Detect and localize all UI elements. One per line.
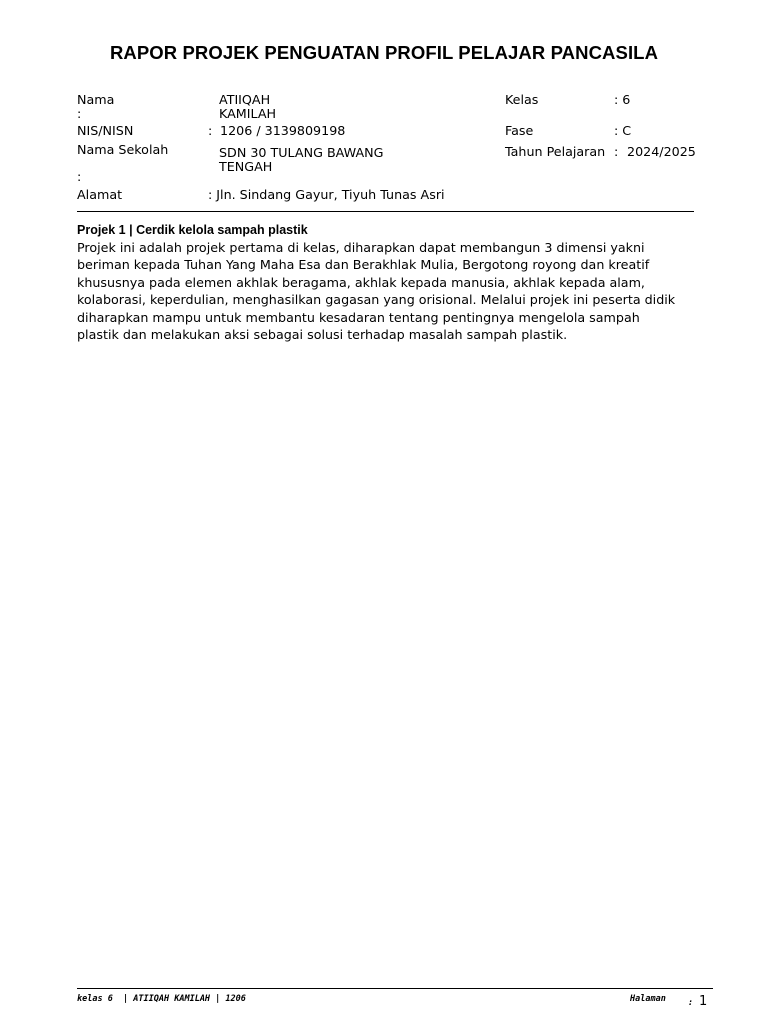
fase-value: : C xyxy=(614,123,632,138)
tahun-label: Tahun Pelajaran xyxy=(505,144,606,159)
page-number: 1 xyxy=(699,994,708,1009)
nama-value-line2: KAMILAH xyxy=(219,106,277,121)
footer-halaman-label: Halaman xyxy=(630,994,666,1004)
nis-label: NIS/NISN xyxy=(77,123,134,138)
description-line: Projek ini adalah projek pertama di kelas, diharapkan dapat membangun 3 dimensi yakni xyxy=(77,240,645,255)
nama-colon: : xyxy=(77,106,82,121)
description-line: plastik dan melakukan aksi sebagai solusi terhadap masalah sampah plastik. xyxy=(77,327,568,342)
nama-label: Nama xyxy=(77,92,115,107)
sekolah-value-line1: SDN 30 TULANG BAWANG xyxy=(219,145,384,160)
tahun-value: 2024/2025 xyxy=(627,144,696,159)
description-line: kolaborasi, keperdulian, menghasilkan gagasan yang orisional. Melalui projek ini peserta didik xyxy=(77,292,676,307)
report-title: RAPOR PROJEK PENGUATAN PROFIL PELAJAR PANCASILA xyxy=(109,42,659,63)
sekolah-colon: : xyxy=(77,169,82,184)
nama-value-line1: ATIIQAH xyxy=(219,92,271,107)
nis-value: 1206 / 3139809198 xyxy=(220,123,346,138)
sekolah-label: Nama Sekolah xyxy=(77,142,169,157)
footer-info: kelas 6 | ATIIQAH KAMILAH | 1206 xyxy=(77,994,246,1004)
kelas-value: : 6 xyxy=(614,92,631,107)
footer-page-colon: : xyxy=(688,998,694,1008)
project-title: Projek 1 | Cerdik kelola sampah plastik xyxy=(77,223,308,237)
description-line: diharapkan mampu untuk membantu kesadaran tentang pentingnya mengelola sampah xyxy=(77,310,640,325)
fase-label: Fase xyxy=(505,123,534,138)
sekolah-value-line2: TENGAH xyxy=(219,159,273,174)
tahun-colon: : xyxy=(614,144,619,159)
description-line: beriman kepada Tuhan Yang Maha Esa dan Berakhlak Mulia, Bergotong royong dan kreatif xyxy=(77,257,650,272)
footer-divider xyxy=(77,988,713,989)
nis-colon: : xyxy=(208,123,213,138)
alamat-value: : Jln. Sindang Gayur, Tiyuh Tunas Asri xyxy=(208,187,445,202)
kelas-label: Kelas xyxy=(505,92,539,107)
header-divider xyxy=(77,211,694,212)
alamat-label: Alamat xyxy=(77,187,123,202)
description-line: khususnya pada elemen akhlak beragama, akhlak kepada manusia, akhlak kepada alam, xyxy=(77,275,645,290)
